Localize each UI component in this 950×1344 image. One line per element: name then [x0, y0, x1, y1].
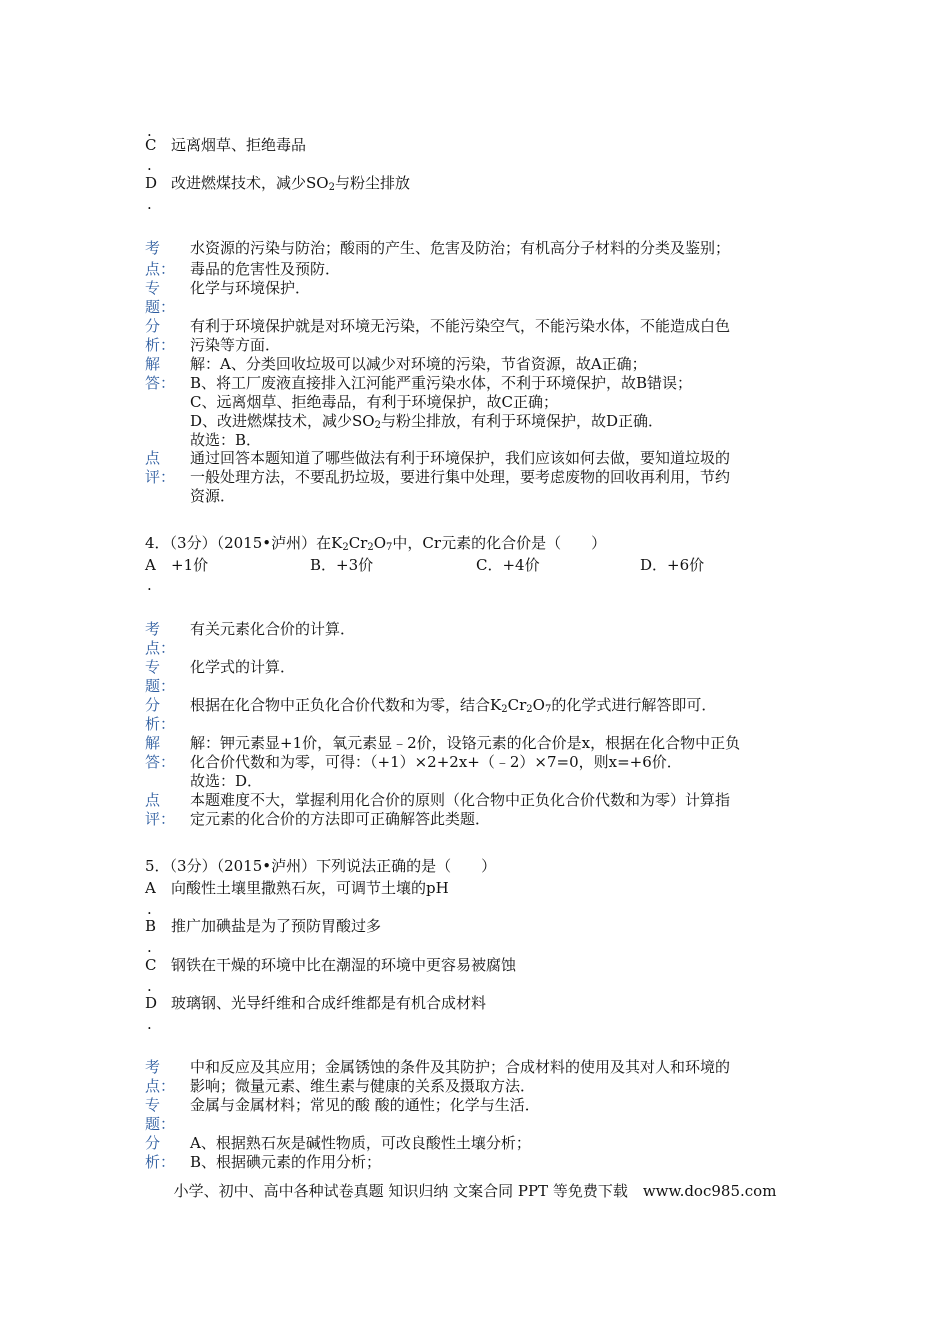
label-zhuanti: 专	[145, 658, 161, 676]
q3-kaodian-line: 毒品的危害性及预防．	[190, 260, 341, 278]
label-kaodian: 考	[145, 620, 161, 638]
option-letter: C	[145, 956, 157, 974]
option-dot: .	[147, 977, 152, 995]
q3-jieda-line: 故选：B．	[190, 431, 262, 449]
option-letter: A	[145, 556, 156, 574]
label-kaodian: 点：	[145, 1077, 176, 1095]
q5-option-b: 推广加碘盐是为了预防胃酸过多	[171, 917, 382, 935]
label-dianping: 点	[145, 449, 161, 467]
q5-option-a: 向酸性土壤里撒熟石灰，可调节土壤的pH	[171, 879, 449, 897]
label-jieda: 解	[145, 734, 161, 752]
q5-zhuanti: 金属与金属材料；常见的酸 酸的通性；化学与生活．	[190, 1096, 540, 1114]
option-dot: .	[147, 195, 152, 213]
q5-fenxi-line: B、根据碘元素的作用分析；	[190, 1153, 382, 1171]
q3-dianping-line: 资源．	[190, 487, 236, 505]
label-fenxi: 分	[145, 1134, 161, 1152]
q3-fenxi-line: 污染等方面．	[190, 336, 281, 354]
label-fenxi: 析：	[145, 336, 176, 354]
label-dianping: 评：	[145, 810, 176, 828]
q4-jieda-line: 解：钾元素显+1价，氧元素显﹣2价，设铬元素的化合价是x，根据在化合物中正负	[190, 734, 741, 752]
option-dot: .	[147, 900, 152, 918]
label-dianping: 点	[145, 791, 161, 809]
q3-option-c	[145, 135, 307, 155]
q4-fenxi: 根据在化合物中正负化合价代数和为零，结合$K_2Cr_2O_7$的化学式进行解答即可．	[190, 696, 717, 715]
label-jieda: 解	[145, 355, 161, 373]
q3-dianping-line: 通过回答本题知道了哪些做法有利于环境保护，我们应该如何去做，要知道垃圾的	[190, 449, 731, 467]
q3-zhuanti: 化学与环境保护．	[190, 279, 311, 297]
option-dot: .	[147, 576, 152, 594]
label-jieda: 答：	[145, 753, 176, 771]
q5-option-d: 玻璃钢、光导纤维和合成纤维都是有机合成材料	[171, 994, 487, 1012]
q4-dianping-line: 定元素的化合价的方法即可正确解答此类题．	[190, 810, 491, 828]
option-dot: .	[147, 1015, 152, 1033]
q3-option-d	[145, 173, 410, 193]
option-letter: D	[145, 994, 158, 1012]
option-letter: D	[145, 174, 158, 192]
q3-jieda-line: 解：A、分类回收垃圾可以减少对环境的污染，节省资源，故A正确；	[190, 355, 647, 373]
page-footer: 小学、初中、高中各种试卷真题 知识归纳 文案合同 PPT 等免费下载 www.doc985.com	[173, 1182, 777, 1200]
option-letter: B	[145, 917, 157, 935]
q4-kaodian: 有关元素化合价的计算．	[190, 620, 356, 638]
label-fenxi: 分	[145, 696, 161, 714]
label-jieda: 答：	[145, 374, 176, 392]
option-letter: C	[145, 136, 157, 154]
q4-option-c: C．+4价	[476, 556, 540, 574]
label-zhuanti: 专	[145, 1096, 161, 1114]
q5-fenxi-line: A、根据熟石灰是碱性物质，可改良酸性土壤分析；	[190, 1134, 531, 1152]
q3-jieda-line: B、将工厂废液直接排入江河能严重污染水体，不利于环境保护，故B错误；	[190, 374, 693, 392]
label-zhuanti: 题：	[145, 298, 176, 316]
label-fenxi: 析：	[145, 1153, 176, 1171]
label-zhuanti: 题：	[145, 1115, 176, 1133]
label-kaodian: 点：	[145, 260, 176, 278]
q4-option-d: D．+6价	[640, 556, 705, 574]
option-text: 远离烟草、拒绝毒品	[171, 136, 307, 154]
label-dianping: 评：	[145, 468, 176, 486]
q3-jieda-line: C、远离烟草、拒绝毒品，有利于环境保护，故C正确；	[190, 393, 558, 411]
q4-zhuanti: 化学式的计算．	[190, 658, 296, 676]
q4-option-a: +1价	[171, 556, 209, 574]
q5-option-c: 钢铁在干燥的环境中比在潮湿的环境中更容易被腐蚀	[171, 956, 517, 974]
label-kaodian: 点：	[145, 639, 176, 657]
option-letter: A	[145, 879, 156, 897]
q4-jieda-line: 故选：D．	[190, 772, 263, 790]
label-kaodian: 考	[145, 239, 161, 257]
label-fenxi: 分	[145, 317, 161, 335]
q3-kaodian-line: 水资源的污染与防治；酸雨的产生、危害及防治；有机高分子材料的分类及鉴别；	[190, 239, 731, 257]
q5-kaodian-line: 影响；微量元素、维生素与健康的关系及摄取方法．	[190, 1077, 536, 1095]
option-dot: .	[147, 938, 152, 956]
q4-stem: 4．（3分）（2015•泸州）在$K_2Cr_2O_7$中，Cr元素的化合价是（ ）	[145, 534, 607, 553]
label-zhuanti: 题：	[145, 677, 176, 695]
option-dot: .	[147, 122, 152, 140]
option-dot: .	[147, 156, 152, 174]
q3-dianping-line: 一般处理方法，不要乱扔垃圾，要进行集中处理，要考虑废物的回收再利用，节约	[190, 468, 731, 486]
option-text: 改进燃煤技术，减少$SO_2$与粉尘排放	[171, 174, 410, 193]
q3-fenxi-line: 有利于环境保护就是对环境无污染，不能污染空气，不能污染水体，不能造成白色	[190, 317, 731, 335]
label-kaodian: 考	[145, 1058, 161, 1076]
q5-stem: 5．（3分）（2015•泸州）下列说法正确的是（ ）	[145, 857, 497, 875]
q4-dianping-line: 本题难度不大，掌握利用化合价的原则（化合物中正负化合价代数和为零）计算指	[190, 791, 731, 809]
q4-option-b: B．+3价	[310, 556, 374, 574]
q4-jieda-line: 化合价代数和为零，可得：（+1）×2+2x+（﹣2）×7=0，则x=+6价．	[190, 753, 682, 771]
q5-kaodian-line: 中和反应及其应用；金属锈蚀的条件及其防护；合成材料的使用及其对人和环境的	[190, 1058, 731, 1076]
label-zhuanti: 专	[145, 279, 161, 297]
q3-jieda-line: D、改进燃煤技术，减少$SO_2$与粉尘排放，有利于环境保护，故D正确．	[190, 412, 664, 431]
label-fenxi: 析：	[145, 715, 176, 733]
